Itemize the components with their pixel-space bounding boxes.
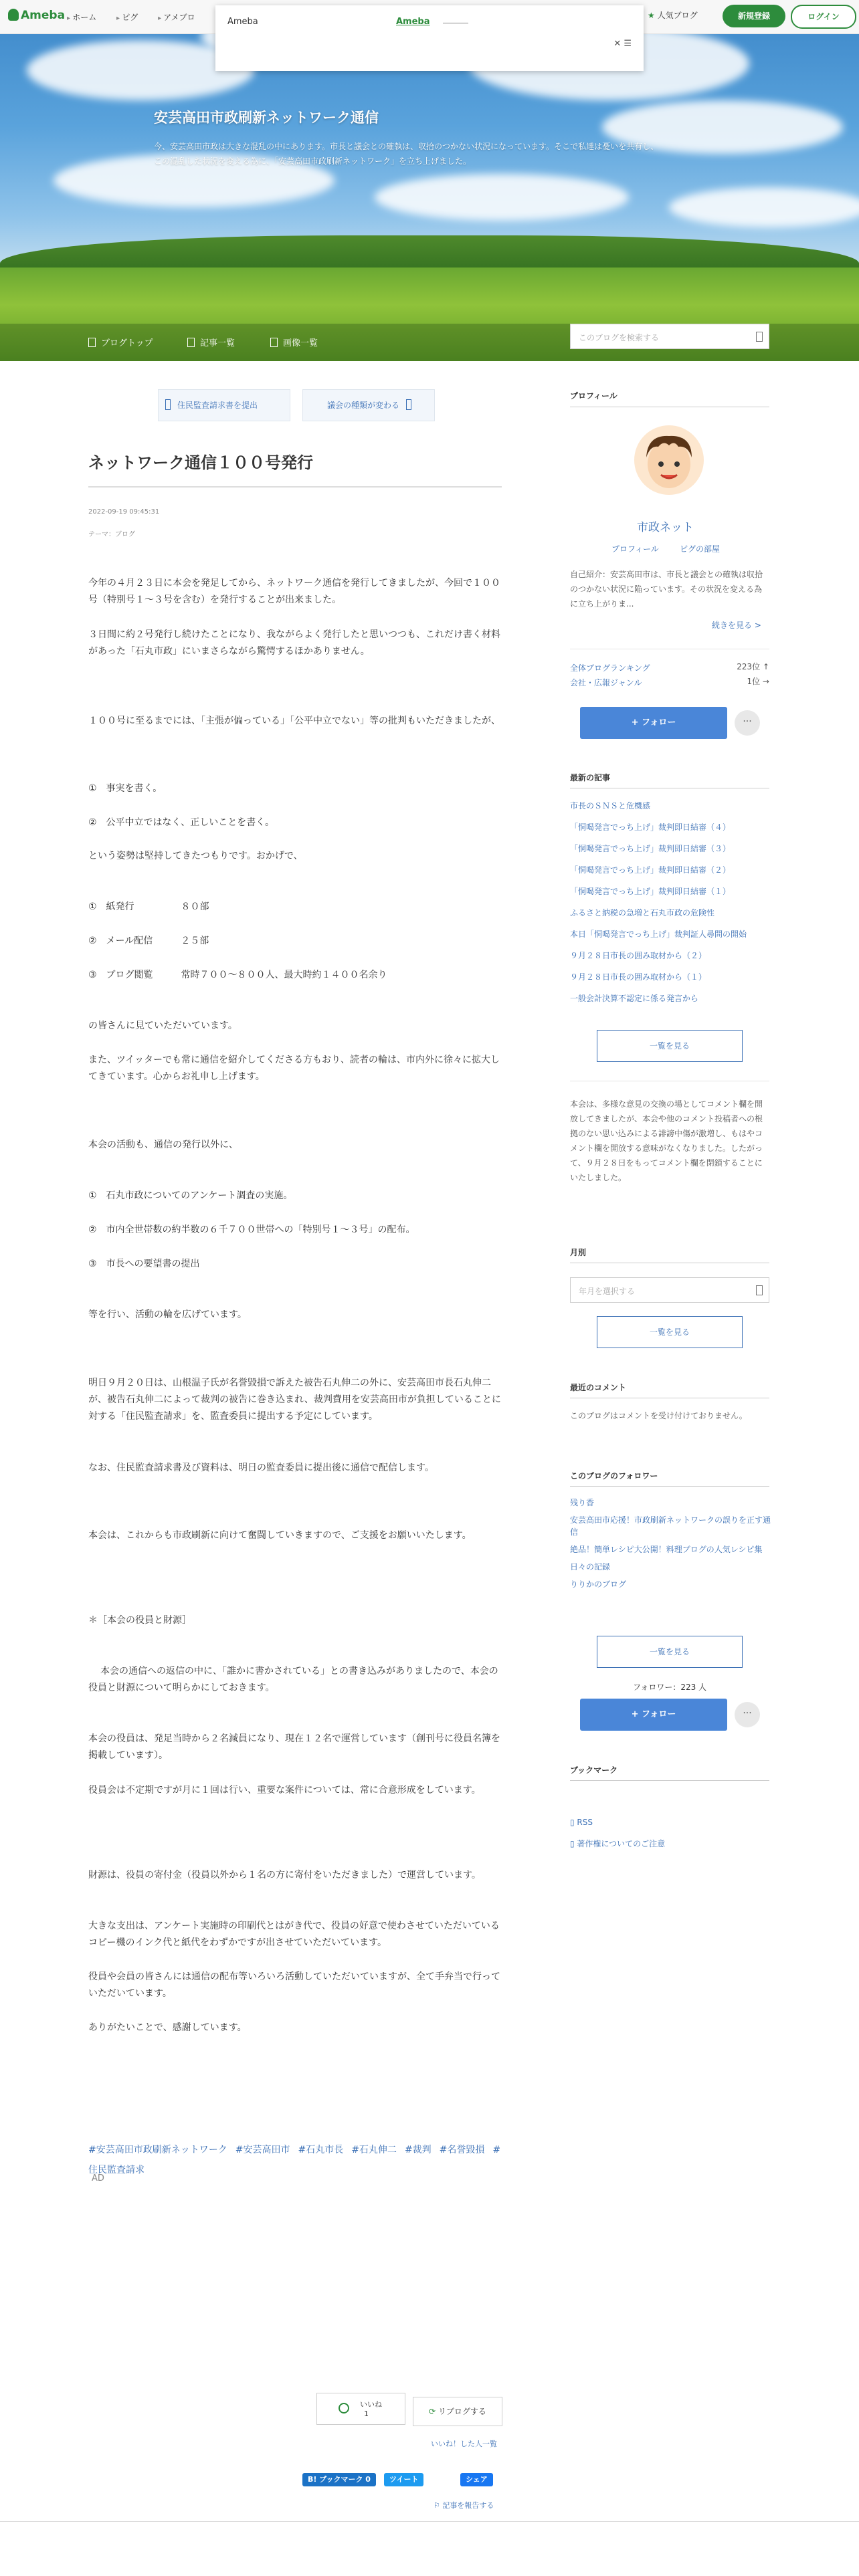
signup-button[interactable]: 新規登録 [723, 5, 785, 27]
blog-description: 今、安芸高田市政は大きな混乱の中にあります。市長と議会との確執は、収拾のつかない状況になっています。そこで私達は憂いを共有し、この混乱した状況を変える為に、「安芸高田市政刷新ネットワーク」を立ち上げました。 [154, 142, 659, 166]
month-select[interactable]: 年月を選択する [570, 1277, 769, 1303]
hashtag[interactable]: #名誉毀損 [439, 2145, 485, 2155]
list-item: ② 市内全世帯数の約半数の６千７００世帯への「特別号１～３号」の配布。 [88, 1224, 415, 1235]
chevron-right-icon [406, 399, 411, 410]
paragraph: 財源は、役員の寄付金（役員以外から１名の方に寄付をいただきました）で運営しています。 [88, 1870, 481, 1881]
recent-list-button[interactable]: 一覧を見る [597, 1030, 743, 1062]
pigg-room-link[interactable]: ピグの部屋 [680, 544, 721, 554]
hashtag[interactable]: #石丸市長 [298, 2145, 344, 2155]
comment-policy-notice: 本会は、多様な意見の交換の場としてコメント欄を開放してきましたが、本会や他のコメント投稿者への根拠のない思い込みによる誹謗中傷が激増し、もはやコメント欄を開放する意味がなくなりました。したがって、９月２８日をもってコメント欄を閉鎖することにいたしました。 [570, 1099, 763, 1182]
recent-articles [570, 800, 771, 1014]
ameba-logo[interactable]: Ameba [8, 9, 65, 22]
popup-link[interactable]: Ameba [396, 17, 430, 27]
popup-title: Ameba [227, 17, 258, 27]
smile-icon [339, 2403, 349, 2413]
more-menu-button-bottom[interactable]: ··· [735, 1702, 760, 1727]
followers-list-button[interactable]: 一覧を見る [597, 1636, 743, 1668]
chevron-down-icon [756, 1285, 763, 1295]
copyright-link[interactable]: ▯ 著作権についてのご注意 [570, 1839, 666, 1848]
monthly-list-button[interactable]: 一覧を見る [597, 1316, 743, 1348]
list-item: ③ ブログ閲覧 常時７００～８００人、最大時約１４００名余り [88, 970, 387, 980]
paragraph: ありがたいことで、感謝しています。 [88, 2022, 247, 2033]
overall-ranking-value: 223位 ↑ [737, 662, 769, 671]
list-item[interactable]: ふるさと納税の急増と石丸市政の危険性 [570, 908, 715, 918]
paragraph: 本会の通信への返信の中に、「誰かに書かされている」との書き込みがありましたので、本会の役員と財源について明らかにしておきます。 [88, 1666, 498, 1693]
paragraph: なお、住民監査請求書及び資料は、明日の監査委員に提出後に通信で配信します。 [88, 1463, 434, 1473]
close-icon[interactable]: ✕ ☰ [613, 39, 632, 49]
nav-blog-top[interactable]: ブログトップ [88, 336, 153, 348]
profile-heading: プロフィール [570, 391, 617, 401]
recent-heading: 最新の記事 [570, 773, 611, 782]
hashtag-list [88, 2140, 503, 2180]
hashtag[interactable]: #裁判 [404, 2145, 432, 2155]
hatena-bookmark-button[interactable]: B! ブックマーク 0 [302, 2473, 376, 2486]
likers-link[interactable]: いいね！した人一覧 [431, 2440, 497, 2448]
reblog-button[interactable]: ⟳ リブログする [413, 2397, 502, 2426]
paragraph: 明日９月２０日は、山根温子氏が名誉毀損で訴えた被告石丸伸二の外に、安芸高田市長石丸伸二が、被告石丸伸二によって裁判の被告に巻き込まれ、裁判費用を安芸高田市が負担していることに対する「住民監査請求」を、監査委員に提出する予定にしています。 [88, 1378, 501, 1422]
follower-count: フォロワー：223 人 [632, 1683, 707, 1692]
comments-heading: 最近のコメント [570, 1383, 627, 1392]
nav-article-list[interactable]: 記事一覧 [187, 336, 235, 348]
star-icon: ★ [648, 11, 658, 20]
read-more-link[interactable]: 続きを見る > [712, 621, 761, 630]
comments-text: このブログはコメントを受け付けておりません。 [570, 1411, 747, 1420]
nav-image-list[interactable]: 画像一覧 [270, 336, 318, 348]
hashtag[interactable]: #安芸高田市 [235, 2145, 290, 2155]
profile-name[interactable]: 市政ネット [637, 521, 694, 534]
hashtag[interactable]: #安芸高田市政刷新ネットワーク [88, 2145, 227, 2155]
facebook-share-button[interactable]: シェア [460, 2473, 493, 2486]
genre-ranking-value: 1位 → [747, 677, 769, 686]
list-icon [187, 338, 195, 347]
frog-icon [8, 9, 19, 21]
paragraph: 役員や会員の皆さんには通信の配布等いろいろ活動していただいていますが、全て手弁当で行っていただいています。 [88, 1971, 500, 1999]
overall-ranking-link[interactable]: 全体ブログランキング [570, 663, 650, 673]
blog-search-input[interactable]: このブログを検索する [570, 324, 769, 349]
follower-item[interactable]: 絶品！簡単レシピ大公開！料理ブログの人気レシピ集 [570, 1545, 763, 1554]
list-item[interactable]: 一般会計決算不認定に係る発言から [570, 994, 699, 1003]
popular-blog-link[interactable]: ★ 人気ブログ [648, 11, 698, 20]
list-item[interactable]: ９月２８日市長の囲み取材から（１） [570, 972, 707, 982]
paragraph: また、ツイッターでも常に通信を紹介してくださる方もおり、読者の輪は、市内外に徐々に拡大してきています。心からお礼申し上げます。 [88, 1055, 500, 1082]
hashtag[interactable]: #石丸伸二 [351, 2145, 397, 2155]
list-item: ① 紙発行 ８０部 [88, 901, 209, 912]
genre-ranking-link[interactable]: 会社・広報ジャンル [570, 678, 642, 687]
image-icon [270, 338, 278, 347]
nav-ameblo[interactable]: ▸ アメブロ [158, 13, 195, 22]
follower-item[interactable]: りりかのブログ [570, 1580, 627, 1589]
blog-title[interactable]: 安芸高田市政刷新ネットワーク通信 [154, 110, 379, 126]
list-item[interactable]: 「恫喝発言でっち上げ」裁判即日結審（４） [570, 823, 731, 832]
home-icon [88, 338, 96, 347]
paragraph: という姿勢は堅持してきたつもりです。おかげで、 [88, 851, 303, 861]
paragraph: の皆さんに見ていただいています。 [88, 1021, 237, 1031]
paragraph: 大きな支出は、アンケート実施時の印刷代とはがき代で、役員の好意で使わさせていただいているコピー機のインク代と紙代をわずかですが出させていただいています。 [88, 1921, 500, 1948]
profile-link[interactable]: プロフィール [611, 544, 659, 554]
followers-heading: このブログのフォロワー [570, 1471, 658, 1481]
bookmark-heading: ブックマーク [570, 1765, 618, 1775]
follower-list [570, 1497, 771, 1596]
global-nav [67, 11, 213, 23]
entry-theme[interactable]: テーマ：ブログ [88, 531, 135, 538]
ad-label: AD [92, 2173, 104, 2183]
monthly-heading: 月別 [570, 1248, 587, 1257]
flag-icon: ⚐ [434, 2501, 443, 2510]
paragraph: １００号に至るまでには、「主張が偏っている」「公平中立でない」等の批判もいただきましたが、 [88, 716, 500, 726]
next-entry-link[interactable]: 議会の種類が変わる [302, 389, 435, 421]
like-button[interactable]: いいね 1 [316, 2393, 405, 2425]
login-button[interactable]: ログイン [791, 5, 856, 29]
paragraph: 役員会は不定期ですが月に１回は行い、重要な案件については、常に合意形成をしています。 [88, 1785, 481, 1796]
paragraph: 本会は、これからも市政刷新に向けて奮闘していきますので、ご支援をお願いいたします。 [88, 1530, 472, 1541]
prev-entry-link[interactable]: 住民監査請求書を提出 [158, 389, 290, 421]
nav-pigg[interactable]: ▸ ピグ [116, 13, 138, 22]
paragraph: 本会の活動も、通信の発行以外に、 [88, 1140, 238, 1150]
rss-icon: ▯ [570, 1818, 577, 1827]
search-icon[interactable] [756, 332, 763, 342]
ad-popup [215, 5, 644, 71]
section-heading: ＊［本会の役員と財源］ [88, 1615, 191, 1626]
follower-item[interactable]: 日々の記録 [570, 1562, 611, 1572]
list-item: ③ 市長への要望書の提出 [88, 1259, 200, 1269]
paragraph: ３日間に約２号発行し続けたことになり、我ながらよく発行したと思いつつも、これだけ書く材料があった「石丸市政」にいまさらながら驚愕するほかありません。 [88, 629, 500, 657]
chevron-left-icon [165, 399, 171, 410]
entry-date: 2022-09-19 09:45:31 [88, 508, 160, 516]
nav-home[interactable]: ▸ ホーム [67, 13, 96, 22]
list-item[interactable]: 市長のＳＮＳと危機感 [570, 801, 651, 811]
list-item[interactable]: ９月２８日市長の囲み取材から（２） [570, 951, 707, 960]
report-link[interactable]: ⚐ 記事を報告する [434, 2501, 494, 2510]
hashtag[interactable]: #住民監査請求 [88, 2145, 501, 2175]
list-item[interactable]: 「恫喝発言でっち上げ」裁判即日結審（１） [570, 887, 731, 896]
follower-item[interactable]: 残り香 [570, 1498, 595, 1507]
list-item: ② 公平中立ではなく、正しいことを書く。 [88, 817, 274, 828]
rss-link[interactable]: ▯ RSS [570, 1818, 593, 1827]
tweet-button[interactable]: ツイート [384, 2473, 423, 2486]
follow-button[interactable]: + フォロー [580, 707, 727, 739]
more-menu-button[interactable]: ··· [735, 710, 760, 736]
list-item: ① 石丸市政についてのアンケート調査の実施。 [88, 1190, 293, 1201]
list-item[interactable]: 「恫喝発言でっち上げ」裁判即日結審（２） [570, 865, 731, 875]
follow-button-bottom[interactable]: + フォロー [580, 1699, 727, 1731]
paragraph: 本会の役員は、発足当時から２名減員になり、現在１２名で運営しています（創刊号に役員名簿を掲載しています）。 [88, 1733, 500, 1761]
document-icon: ▯ [570, 1839, 577, 1848]
entry-title: ネットワーク通信１００号発行 [88, 453, 313, 472]
reblog-icon: ⟳ [429, 2407, 438, 2416]
list-item: ② メール配信 ２５部 [88, 936, 209, 946]
avatar[interactable] [634, 425, 704, 495]
list-item[interactable]: 「恫喝発言でっち上げ」裁判即日結審（３） [570, 844, 731, 853]
profile-intro: 自己紹介：安芸高田市は、市長と議会との確執は収拾のつかない状況に陥っています。その状況を変える為に立ち上がりま... [570, 570, 763, 609]
paragraph: 今年の４月２３日に本会を発足してから、ネットワーク通信を発行してきましたが、今回で１００号（特別号１～３号を含む）を発行することが出来ました。 [88, 578, 500, 605]
paragraph: 等を行い、活動の輪を広げています。 [88, 1309, 247, 1320]
list-item: ① 事実を書く。 [88, 783, 163, 794]
like-count: 1 [364, 2409, 369, 2418]
follower-item[interactable]: 安芸高田市応援！市政刷新ネットワークの誤りを正す通信 [570, 1515, 771, 1537]
list-item[interactable]: 本日「恫喝発言でっち上げ」裁判証人尋問の開始 [570, 930, 747, 939]
